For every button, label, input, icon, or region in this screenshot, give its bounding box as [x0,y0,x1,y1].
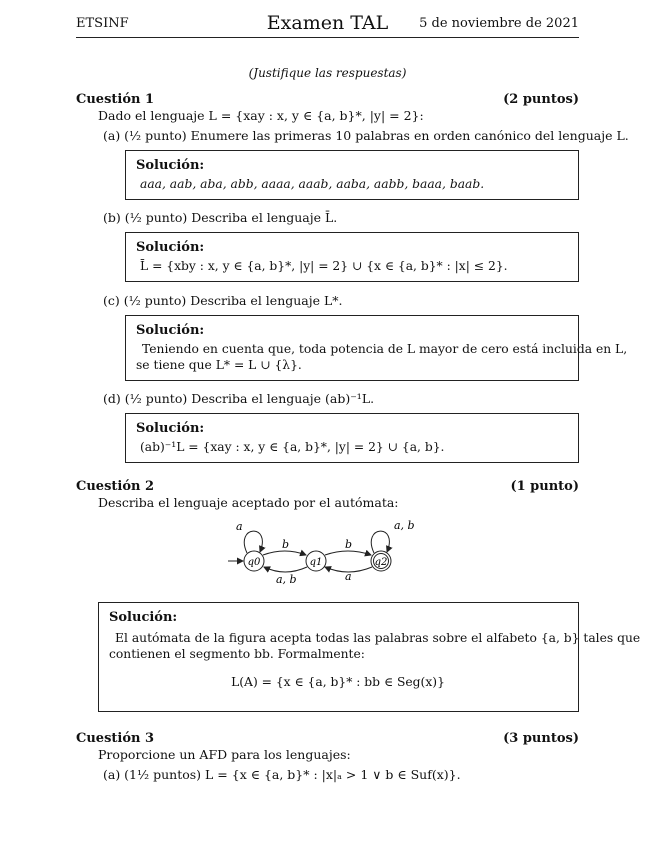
header-date: 5 de noviembre de 2021 [419,16,579,31]
q2-solution-box [98,602,641,712]
edge-q1-q2 [325,551,371,555]
q2-title: Cuestión 2 [76,479,155,494]
q1d-solution-text: (ab)⁻¹L = {xay : x, y ∈ {a, b}*, |y| = 2} ∪ {a, b}. [140,440,445,454]
loop-q2 [371,531,389,553]
q1a-solution-box [125,150,579,200]
q1c-solution-text-1: Teniendo en cuenta que, toda potencia de L mayor de cero está incluida en L, [142,342,628,356]
q1-intro: Dado el lenguaje L = {xay : x, y ∈ {a, b}*, |y| = 2}: [98,108,424,123]
edge-q0-q1-label: b [282,538,290,551]
state-q0-label: q0 [247,557,261,568]
q3-points: (3 puntos) [503,731,579,746]
q2-solution-text-1: El autómata de la figura acepta todas las palabras sobre el alfabeto {a, b} tales que [115,631,641,645]
edge-q0-q1 [263,551,306,555]
q1-title: Cuestión 1 [76,92,155,107]
q2-solution-formula: L(A) = {x ∈ {a, b}* : bb ∈ Seg(x)} [231,675,445,689]
edge-q1-q0-label: a, b [276,573,297,586]
q1d-solution-title: Solución: [136,421,205,436]
state-q2-label: q2 [374,557,388,568]
edge-q2-q1-label: a [345,570,352,583]
q1c-label: (c) (½ punto) Describa el lenguaje L*. [103,293,343,308]
q1d-solution-box [125,413,579,463]
q1d-label: (d) (½ punto) Describa el lenguaje (ab)⁻¹L. [103,391,375,406]
page-title: Examen TAL [266,12,389,34]
edge-q1-q2-label: b [345,538,353,551]
q2-solution-text-2: contienen el segmento bb. Formalmente: [109,647,365,661]
q3-title: Cuestión 3 [76,731,155,746]
q1b-solution-text: L̄ = {xby : x, y ∈ {a, b}*, |y| = 2} ∪ {x ∈ {a, b}* : |x| ≤ 2}. [140,259,508,273]
loop-q2-label: a, b [394,519,415,532]
automaton-diagram [200,505,440,595]
q2-intro: Describa el lenguaje aceptado por el autómata: [98,495,399,510]
header-rule [76,37,579,38]
q1c-solution-text-2: se tiene que L* = L ∪ {λ}. [136,358,302,372]
q3-intro: Proporcione un AFD para los lenguajes: [98,747,351,762]
q1b-label: (b) (½ punto) Describa el lenguaje L̄. [103,210,338,225]
edge-q1-q0 [264,567,307,572]
header-course: ETSINF [76,16,129,31]
q2-solution-title: Solución: [109,610,178,625]
q1b-solution-title: Solución: [136,240,205,255]
q1b-solution-box [125,232,579,282]
loop-q0 [244,531,262,553]
instructions: (Justifique las respuestas) [248,66,407,80]
q2-points: (1 punto) [510,479,579,494]
loop-q0-label: a [236,520,243,533]
q1-points: (2 puntos) [503,92,579,107]
q1a-label: (a) (½ punto) Enumere las primeras 10 palabras en orden canónico del lenguaje L. [103,128,629,143]
q1a-solution-title: Solución: [136,158,205,173]
q1c-solution-box [125,315,628,381]
state-q1-label: q1 [309,557,323,568]
q1a-solution-text: aaa, aab, aba, abb, aaaa, aaab, aaba, aabb, baaa, baab. [140,177,485,191]
q3a-label: (a) (1½ puntos) L = {x ∈ {a, b}* : |x|ₐ > 1 ∨ b ∈ Suf(x)}. [103,767,461,782]
q1c-solution-title: Solución: [136,323,205,338]
